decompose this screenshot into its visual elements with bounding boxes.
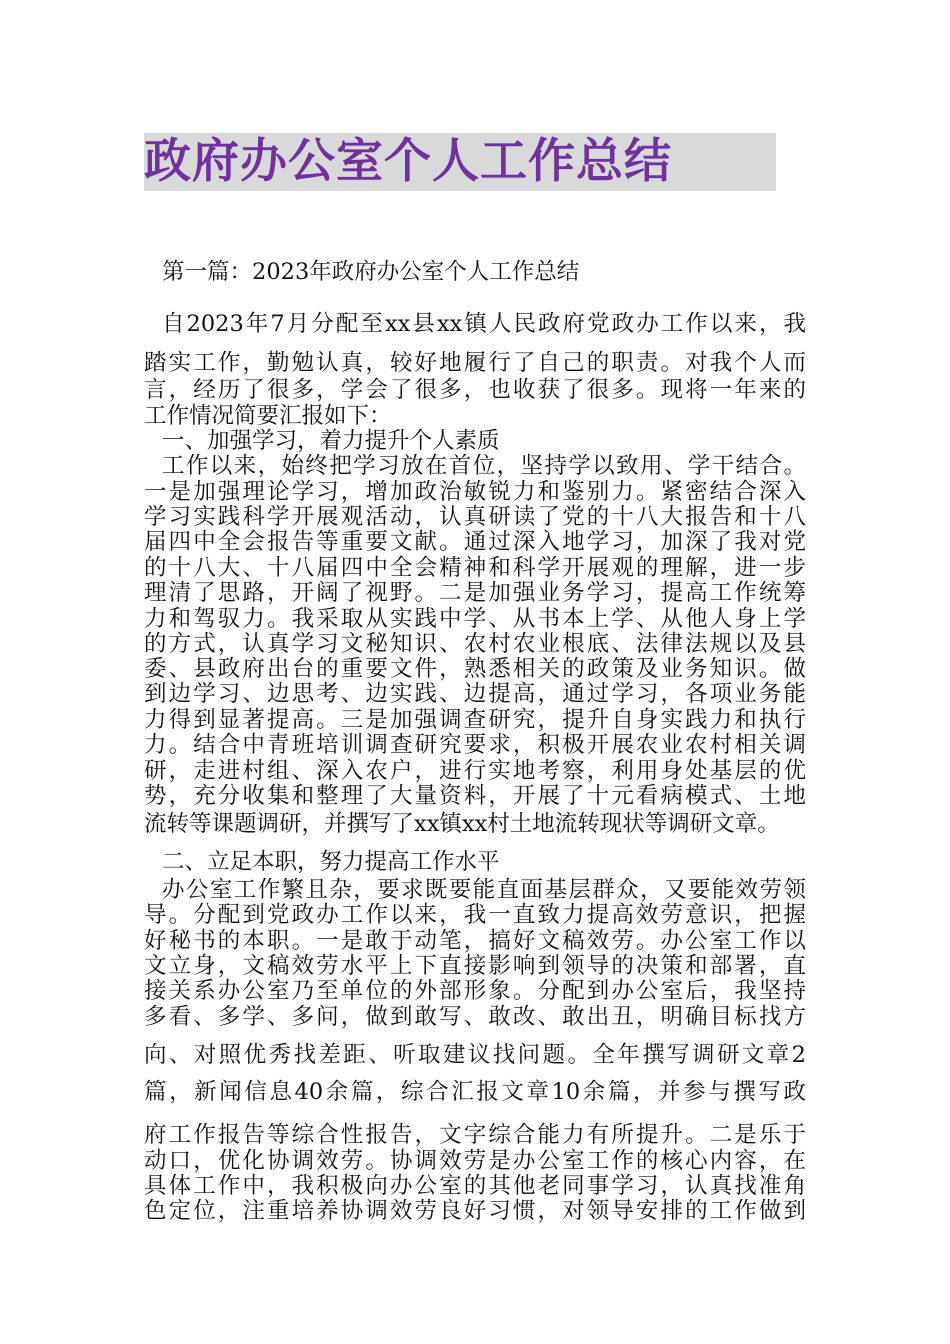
text-line: 府工作报告等综合性报告，文字综合能力有所提升。二是乐于 — [144, 1122, 806, 1148]
text-line: 自2023年7月分配至xx县xx镇人民政府党政办工作以来，我 — [162, 311, 806, 337]
text-line: 文立身，文稿效劳水平上下直接影响到领导的决策和部署，直 — [144, 953, 806, 979]
text-line: 好秘书的本职。一是敢于动笔，搞好文稿效劳。办公室工作以 — [144, 928, 806, 954]
text-line: 色定位，注重培养协调效劳良好习惯，对领导安排的工作做到 — [144, 1198, 806, 1224]
text-line: 言，经历了很多，学会了很多，也收获了很多。现将一年来的 — [144, 377, 806, 403]
text-line: 向、对照优秀找差距、听取建议找问题。全年撰写调研文章2 — [144, 1042, 806, 1068]
text-line: 篇，新闻信息40余篇，综合汇报文章10余篇，并参与撰写政 — [144, 1079, 806, 1105]
text-line: 二、立足本职，努力提高工作水平 — [162, 849, 500, 875]
text-line: 一、加强学习，着力提升个人素质 — [162, 428, 500, 454]
text-line: 工作以来，始终把学习放在首位，坚持学以致用、学干结合。 — [162, 453, 806, 479]
text-line: 工作情况简要汇报如下： — [144, 403, 392, 429]
text-line: 力。结合中青班培训调查研究要求，积极开展农业农村相关调 — [144, 732, 806, 758]
text-line: 一是加强理论学习，增加政治敏锐力和鉴别力。紧密结合深入 — [144, 479, 806, 505]
text-line: 理清了思路，开阔了视野。二是加强业务学习，提高工作统筹 — [144, 580, 806, 606]
text-line: 到边学习、边思考、边实践、边提高，通过学习，各项业务能 — [144, 681, 806, 707]
text-line: 力和驾驭力。我采取从实践中学、从书本上学、从他人身上学 — [144, 606, 806, 632]
text-line: 势，充分收集和整理了大量资料，开展了十元看病模式、土地 — [144, 783, 806, 809]
text-line: 办公室工作繁且杂，要求既要能直面基层群众，又要能效劳领 — [162, 877, 806, 903]
text-line: 导。分配到党政办工作以来，我一直致力提高效劳意识，把握 — [144, 902, 806, 928]
section-subtitle: 第一篇：2023年政府办公室个人工作总结 — [162, 259, 580, 285]
text-line: 的方式，认真学习文秘知识、农村农业根底、法律法规以及县 — [144, 631, 806, 657]
text-line: 委、县政府出台的重要文件，熟悉相关的政策及业务知识。做 — [144, 656, 806, 682]
text-line: 的十八大、十八届四中全会精神和科学开展观的理解，进一步 — [144, 555, 806, 581]
text-line: 多看、多学、多问，做到敢写、敢改、敢出丑，明确目标找方 — [144, 1004, 806, 1030]
text-line: 研，走进村组、深入农户，进行实地考察，利用身处基层的优 — [144, 758, 806, 784]
text-line: 具体工作中，我积极向办公室的其他老同事学习，认真找准角 — [144, 1173, 806, 1199]
text-line: 流转等课题调研，并撰写了xx镇xx村土地流转现状等调研文章。 — [144, 811, 780, 837]
text-line: 踏实工作，勤勉认真，较好地履行了自己的职责。对我个人而 — [144, 350, 806, 376]
text-line: 学习实践科学开展观活动，认真研读了党的十八大报告和十八 — [144, 504, 806, 530]
text-line: 动口，优化协调效劳。协调效劳是办公室工作的核心内容，在 — [144, 1148, 806, 1174]
text-line: 接关系办公室乃至单位的外部形象。分配到办公室后，我坚持 — [144, 978, 806, 1004]
text-line: 届四中全会报告等重要文献。通过深入地学习，加深了我对党 — [144, 529, 806, 555]
text-line: 力得到显著提高。三是加强调查研究，提升自身实践力和执行 — [144, 707, 806, 733]
document-title: 政府办公室个人工作总结 — [144, 133, 776, 191]
